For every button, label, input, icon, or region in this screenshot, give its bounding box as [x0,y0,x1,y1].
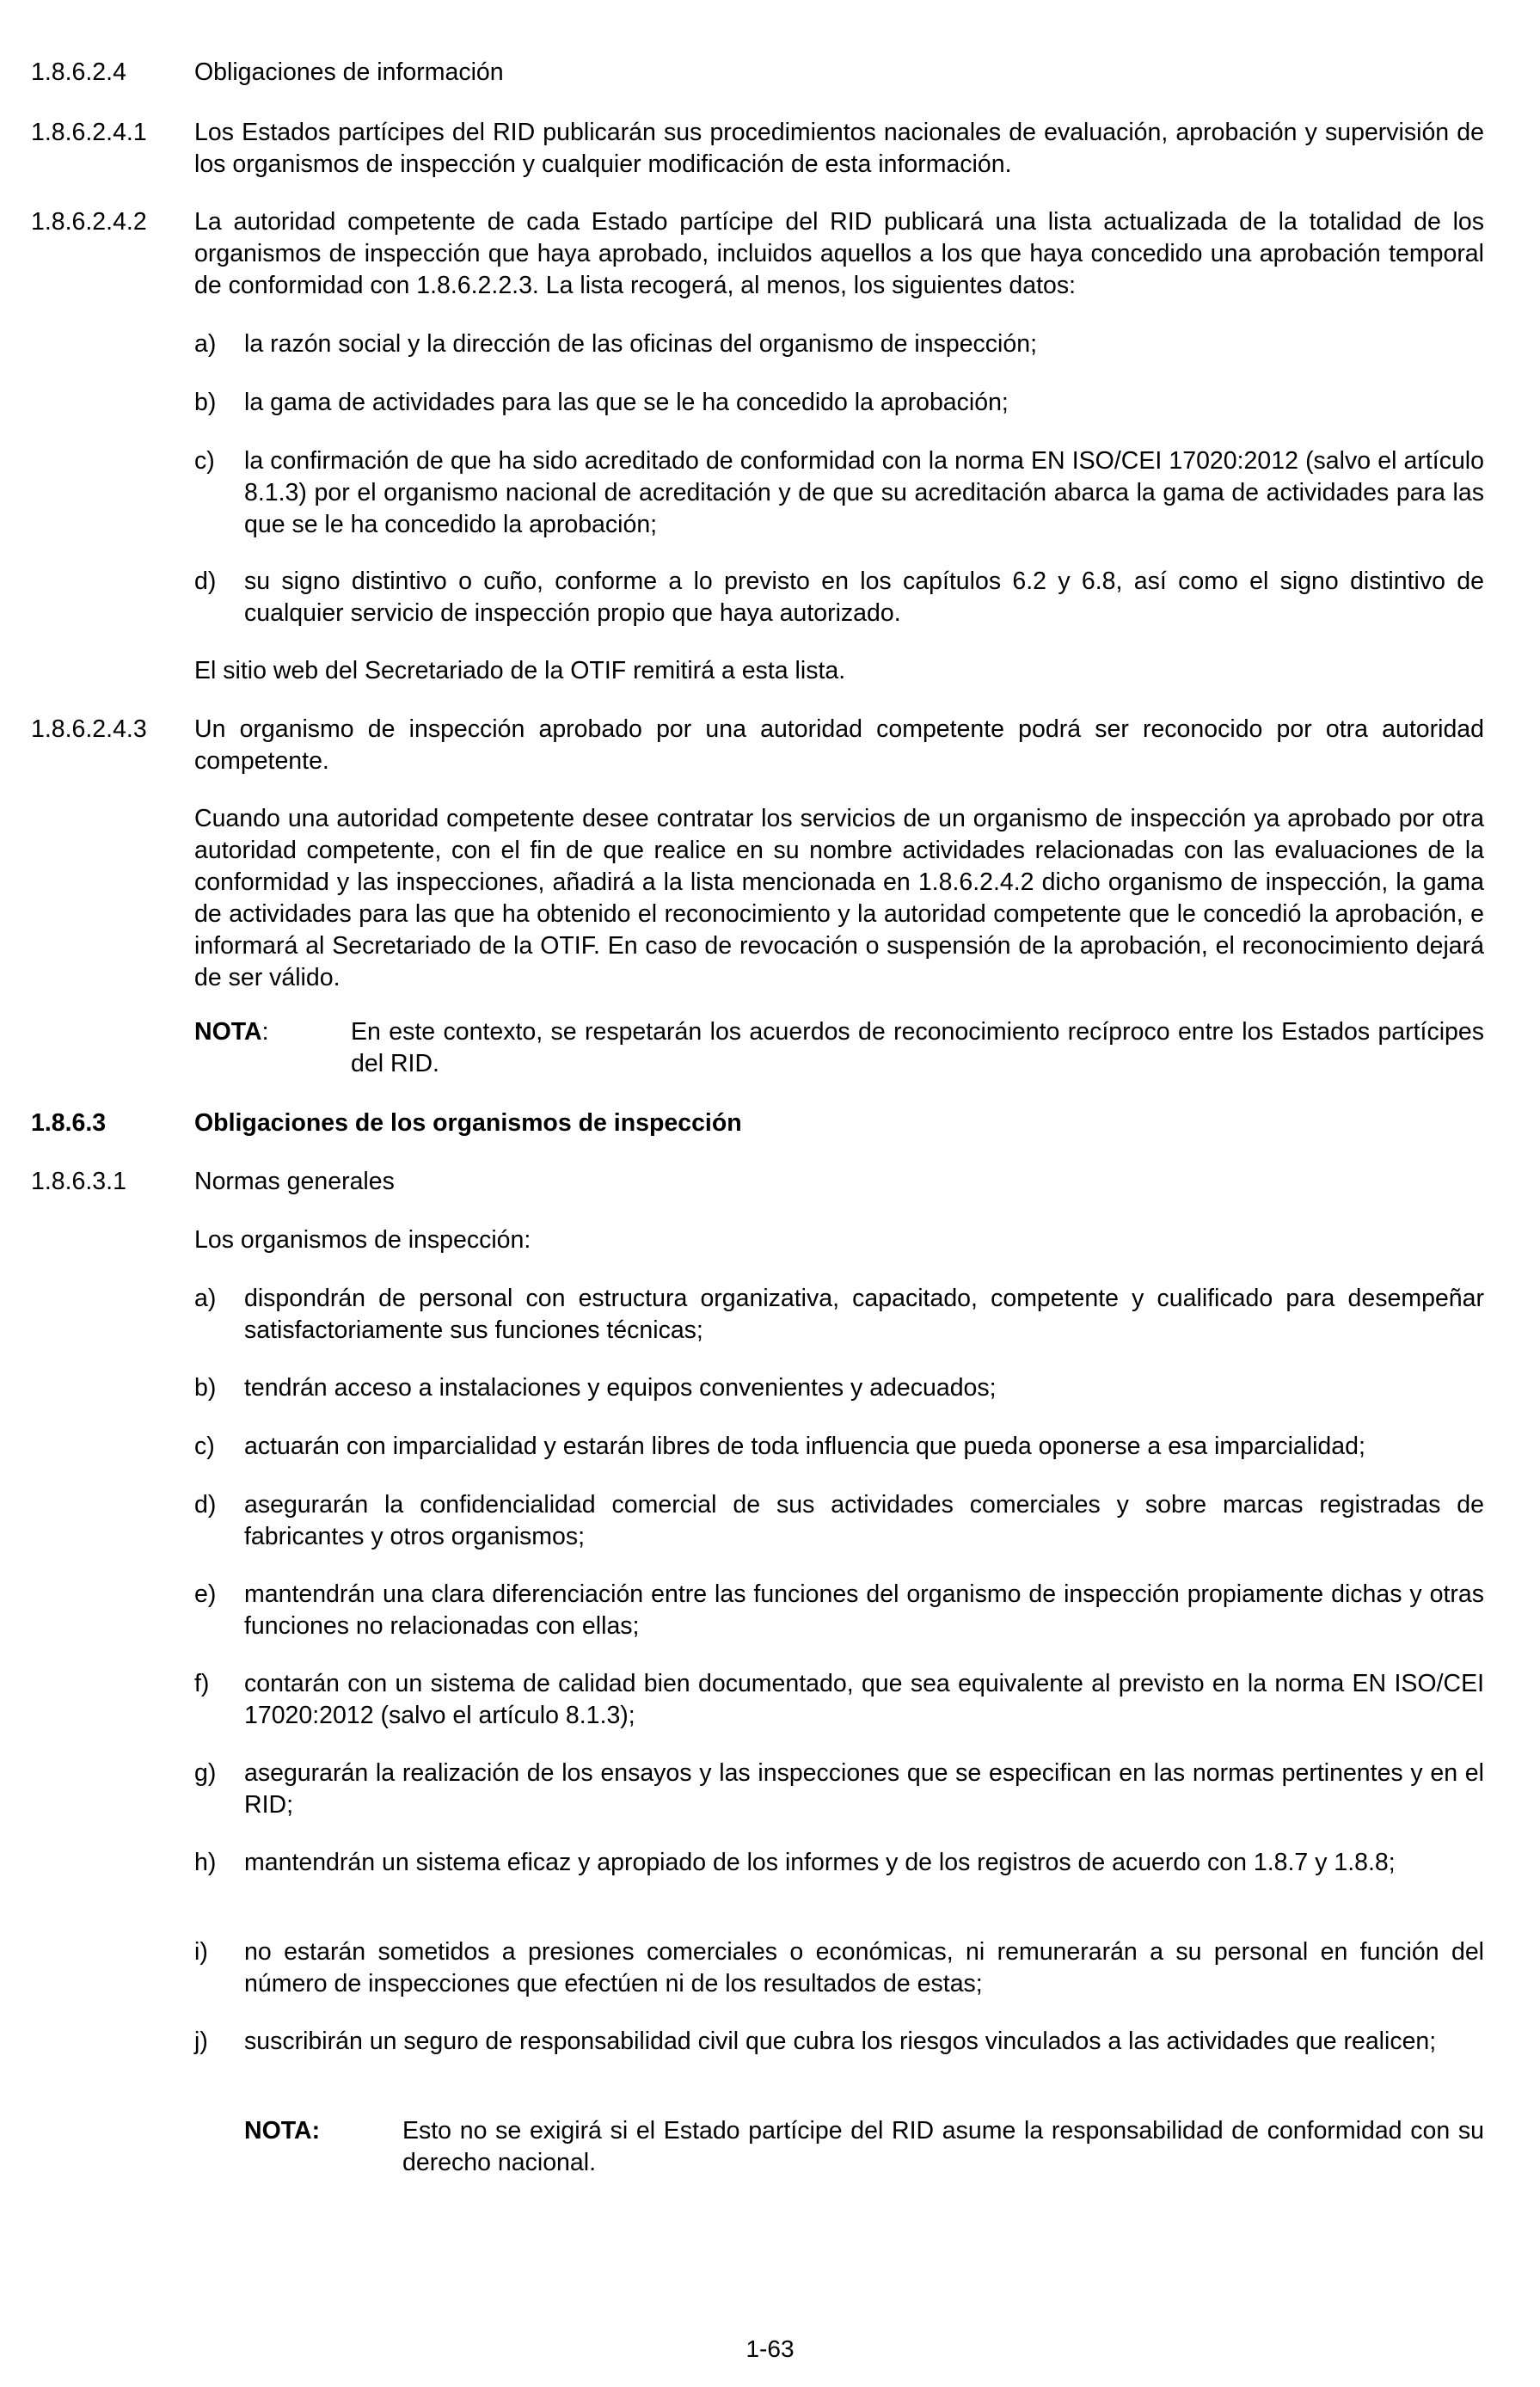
paragraph: Un organismo de inspección aprobado por una autoridad competente podrá ser reconocido por otra autoridad competente. [194,715,1484,775]
section-number: 1.8.6.2.4.2 [31,208,147,236]
section-title: Obligaciones de información [194,58,504,86]
list-item: asegurarán la realización de los ensayos y las inspecciones que se especifican en las normas pertinentes y en el RID; [244,1759,1484,1819]
list-letter: e) [194,1580,217,1608]
list-letter: d) [194,1491,217,1519]
section-number: 1.8.6.3.1 [31,1168,126,1195]
note-label-colon: : [261,1018,269,1046]
note-label: NOTA: [244,2117,321,2145]
list-item: dispondrán de personal con estructura organizativa, capacitado, competente y cualificado para desempeñar satisfactoriamente sus funciones técnicas; [244,1285,1484,1344]
list-item: suscribirán un seguro de responsabilidad civil que cubra los riesgos vinculados a las actividades que realicen; [244,2028,1437,2055]
list-item: mantendrán una clara diferenciación entre las funciones del organismo de inspección propiamente dichas y otras funciones no relacionadas con ellas; [244,1580,1484,1640]
list-item: actuarán con imparcialidad y estarán libres de toda influencia que pueda oponerse a esa imparcialidad; [244,1433,1365,1460]
list-letter: c) [194,1433,215,1460]
section-number: 1.8.6.2.4.3 [31,715,147,743]
note-label-text: NOTA [194,1018,262,1046]
page-number: 1-63 [745,2335,795,2362]
note-label [194,1016,349,1048]
paragraph: Los Estados partícipes del RID publicarán sus procedimientos nacionales de evaluación, aprobación y supervisión de los organismos de inspección y cualquier modificación de esta información. [194,119,1484,178]
list-item: contarán con un sistema de calidad bien documentado, que sea equivalente al previsto en la norma EN ISO/CEI 17020:2012 (salvo el artículo 8.1.3); [244,1670,1484,1729]
list-letter: a) [194,330,217,358]
list-item: tendrán acceso a instalaciones y equipos convenientes y adecuados; [244,1374,997,1402]
list-item: mantendrán un sistema eficaz y apropiado de los informes y de los registros de acuerdo con 1.8.7 y 1.8.8; [244,1849,1396,1876]
section-title: Obligaciones de los organismos de inspección [194,1109,742,1137]
list-item: la gama de actividades para las que se le ha concedido la aprobación; [244,389,1009,416]
list-letter: h) [194,1849,217,1876]
list-letter: d) [194,568,217,595]
list-letter: c) [194,447,215,475]
section-number: 1.8.6.2.4 [31,58,126,86]
list-letter: b) [194,1374,217,1402]
list-letter: b) [194,389,217,416]
paragraph: Cuando una autoridad competente desee contratar los servicios de un organismo de inspección ya aprobado por otra autoridad competente, con el fin de que realice en su nombre actividades relacionadas con las evaluaciones de la conformidad y las inspecciones, añadirá a la lista mencionada en 1.8.6.2.4.2 dicho organismo de inspección, la gama de actividades para las que ha obtenido el reconocimiento y la autoridad competente que le concedió la aprobación, e informará al Secretariado de la OTIF. En caso de revocación o suspensión de la aprobación, el reconocimiento dejará de ser válido. [194,805,1484,991]
list-letter: g) [194,1759,217,1787]
list-item: su signo distintivo o cuño, conforme a lo previsto en los capítulos 6.2 y 6.8, así como el signo distintivo de cualquier servicio de inspección propio que haya autorizado. [244,568,1484,627]
section-number: 1.8.6.2.4.1 [31,119,147,146]
paragraph: El sitio web del Secretariado de la OTIF remitirá a esta lista. [194,657,846,684]
list-letter: f) [194,1670,210,1697]
list-letter: i) [194,1938,208,1966]
note-text: En este contexto, se respetarán los acuerdos de reconocimiento recíproco entre los Estados partícipes del RID. [351,1018,1484,1077]
list-item: no estarán sometidos a presiones comerciales o económicas, ni remunerarán a su personal en función del número de inspecciones que efectúen ni de los resultados de estas; [244,1938,1484,1997]
note-text: Esto no se exigirá si el Estado partícipe del RID asume la responsabilidad de conformidad con su derecho nacional. [402,2117,1484,2176]
list-item: la confirmación de que ha sido acreditado de conformidad con la norma EN ISO/CEI 17020:2012 (salvo el artículo 8.1.3) por el organismo nacional de acreditación y de que su acreditación abarca la gama de actividades para las que se le ha concedido la aprobación; [244,447,1484,538]
list-letter: j) [194,2028,208,2055]
section-title: Normas generales [194,1168,395,1195]
list-item: la razón social y la dirección de las oficinas del organismo de inspección; [244,330,1037,358]
section-number: 1.8.6.3 [31,1109,107,1137]
list-item: asegurarán la confidencialidad comercial de sus actividades comerciales y sobre marcas registradas de fabricantes y otros organismos; [244,1491,1484,1550]
paragraph: Los organismos de inspección: [194,1226,531,1254]
paragraph: La autoridad competente de cada Estado partícipe del RID publicará una lista actualizada de la totalidad de los organismos de inspección que haya aprobado, incluidos aquellos a los que haya concedido una aprobación temporal de conformidad con 1.8.6.2.2.3. La lista recogerá, al menos, los siguientes datos: [194,208,1484,299]
list-letter: a) [194,1285,217,1312]
